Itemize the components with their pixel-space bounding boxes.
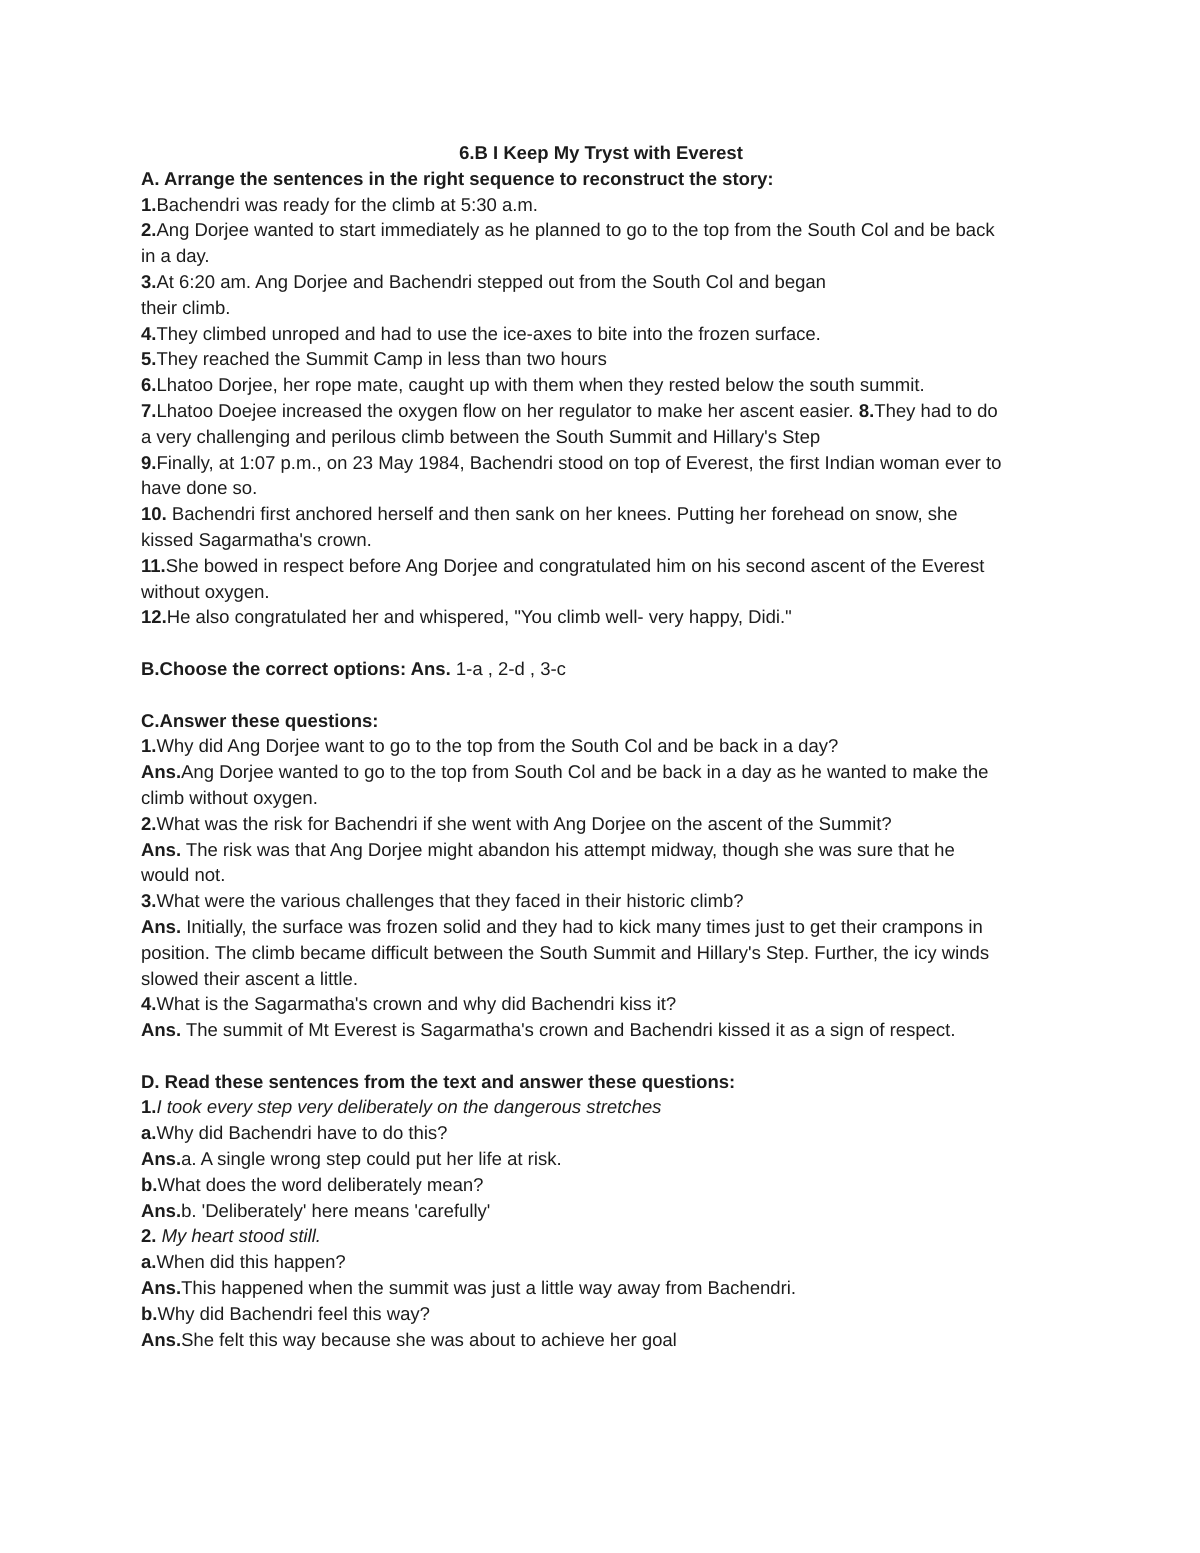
- item-text: a. A single wrong step could put her life at risk.: [181, 1148, 562, 1170]
- item-number: 2.: [141, 812, 157, 834]
- item-number: Ans.: [141, 1199, 182, 1221]
- item-text: What does the word deliberately mean?: [157, 1173, 484, 1195]
- item-number: Ans.: [141, 915, 182, 937]
- item-number: 6.: [141, 374, 157, 396]
- qa-line: [141, 862, 1061, 888]
- sequence-line: [141, 269, 1061, 295]
- qa-line: [141, 1146, 1061, 1172]
- item-text: At 6:20 am. Ang Dorjee and Bachendri stepped out from the South Col and began: [156, 270, 826, 292]
- item-number: 3.: [141, 270, 157, 292]
- qa-line: [141, 966, 1061, 992]
- item-text: their climb.: [141, 296, 231, 318]
- section-d-list: [141, 1094, 1061, 1352]
- item-text: The risk was that Ang Dorjee might abandon his attempt midway, though she was sure that he: [181, 838, 955, 860]
- sequence-line: [141, 475, 1061, 501]
- qa-line: [141, 733, 1061, 759]
- item-number: b.: [141, 1173, 158, 1195]
- item-number: 5.: [141, 348, 157, 370]
- qa-line: [141, 940, 1061, 966]
- item-number: 3.: [141, 890, 157, 912]
- section-a-heading: A. Arrange the sentences in the right sequence to reconstruct the story:: [141, 167, 774, 189]
- section-b-heading: B.Choose the correct options: Ans.: [141, 657, 451, 679]
- item-text: The summit of Mt Everest is Sagarmatha's crown and Bachendri kissed it as a sign of respect.: [181, 1019, 956, 1041]
- item-text: b. 'Deliberately' here means 'carefully': [181, 1199, 491, 1221]
- section-d-heading: D. Read these sentences from the text and answer these questions:: [141, 1070, 736, 1092]
- qa-line: [141, 1249, 1061, 1275]
- item-text: Bachendri was ready for the climb at 5:30 a.m.: [156, 193, 538, 215]
- item-text: He also congratulated her and whispered, "You climb well- very happy, Didi.": [166, 606, 792, 628]
- item-number: Ans.: [141, 1148, 182, 1170]
- sequence-line: [141, 501, 1061, 527]
- item-number: 1.: [141, 1096, 157, 1118]
- qa-line: [141, 1120, 1061, 1146]
- section-c-list: [141, 733, 1061, 1043]
- item-text: without oxygen.: [141, 580, 270, 602]
- item-number: 8.: [858, 399, 875, 421]
- item-number: Ans.: [141, 1277, 182, 1299]
- section-c: [141, 708, 1061, 1043]
- item-text: My heart stood still.: [156, 1225, 321, 1247]
- item-number: 2.: [141, 219, 157, 241]
- sequence-line: [141, 527, 1061, 553]
- item-text: When did this happen?: [156, 1251, 346, 1273]
- item-text: What were the various challenges that they faced in their historic climb?: [156, 890, 744, 912]
- section-a: [141, 166, 1061, 630]
- sequence-line: [141, 321, 1061, 347]
- section-b-answer: 1-a , 2-d , 3-c: [450, 657, 566, 679]
- item-number: a.: [141, 1122, 157, 1144]
- qa-line: [141, 991, 1061, 1017]
- item-text: Why did Bachendri have to do this?: [156, 1122, 448, 1144]
- sequence-line: [141, 553, 1061, 579]
- item-text: She felt this way because she was about to achieve her goal: [181, 1328, 677, 1350]
- item-text: position. The climb became difficult between the South Summit and Hillary's Step. Further, the icy winds: [141, 941, 990, 963]
- sequence-line: [141, 346, 1061, 372]
- item-number: Ans.: [141, 1019, 182, 1041]
- item-text: What is the Sagarmatha's crown and why did Bachendri kiss it?: [156, 993, 677, 1015]
- sequence-line: [141, 372, 1061, 398]
- qa-line: [141, 785, 1061, 811]
- qa-line: [141, 1172, 1061, 1198]
- item-number: 2.: [141, 1225, 157, 1247]
- qa-line: [141, 1301, 1061, 1327]
- item-number: Ans.: [141, 1328, 182, 1350]
- sequence-line: [141, 424, 1061, 450]
- item-text: They climbed unroped and had to use the ice-axes to bite into the frozen surface.: [156, 322, 821, 344]
- section-a-list: [141, 192, 1061, 631]
- item-text: They had to do: [874, 399, 998, 421]
- item-text: kissed Sagarmatha's crown.: [141, 528, 372, 550]
- item-text: Ang Dorjee wanted to start immediately as he planned to go to the top from the South Col and be back: [156, 219, 995, 241]
- qa-line: [141, 837, 1061, 863]
- item-text: climb without oxygen.: [141, 786, 318, 808]
- item-text: Ang Dorjee wanted to go to the top from South Col and be back in a day as he wanted to make the: [181, 761, 989, 783]
- item-number: 7.: [141, 399, 157, 421]
- item-number: b.: [141, 1302, 158, 1324]
- sequence-line: [141, 450, 1061, 476]
- item-number: Ans.: [141, 761, 182, 783]
- item-text: Finally, at 1:07 p.m., on 23 May 1984, Bachendri stood on top of Everest, the first Indian woman ever to: [156, 451, 1002, 473]
- item-text: a very challenging and perilous climb between the South Summit and Hillary's Step: [141, 425, 821, 447]
- sequence-line: [141, 579, 1061, 605]
- item-text: She bowed in respect before Ang Dorjee and congratulated him on his second ascent of the Everest: [165, 554, 985, 576]
- section-c-heading: C.Answer these questions:: [141, 709, 379, 731]
- item-text: Why did Bachendri feel this way?: [157, 1302, 430, 1324]
- item-text: They reached the Summit Camp in less than two hours: [156, 348, 607, 370]
- item-text: This happened when the summit was just a little way away from Bachendri.: [181, 1277, 796, 1299]
- item-number: 4.: [141, 322, 157, 344]
- item-number: 12.: [141, 606, 167, 628]
- item-number: 1.: [141, 735, 157, 757]
- qa-line: [141, 759, 1061, 785]
- qa-line: [141, 1198, 1061, 1224]
- sequence-line: [141, 243, 1061, 269]
- qa-line: [141, 1223, 1061, 1249]
- qa-line: [141, 811, 1061, 837]
- item-number: a.: [141, 1251, 157, 1273]
- sequence-line: [141, 217, 1061, 243]
- item-number: 1.: [141, 193, 157, 215]
- qa-line: [141, 1094, 1061, 1120]
- qa-line: [141, 914, 1061, 940]
- item-text: Initially, the surface was frozen solid and they had to kick many times just to get their crampons in: [181, 915, 983, 937]
- section-d: [141, 1069, 1061, 1353]
- sequence-line: [141, 295, 1061, 321]
- item-text: slowed their ascent a little.: [141, 967, 358, 989]
- item-text: I took every step very deliberately on the dangerous stretches: [156, 1096, 662, 1118]
- item-number: 4.: [141, 993, 157, 1015]
- sequence-line: [141, 192, 1061, 218]
- section-b: [141, 656, 1061, 682]
- qa-line: [141, 1017, 1061, 1043]
- item-text: Lhatoo Dorjee, her rope mate, caught up with them when they rested below the south summit.: [156, 374, 925, 396]
- item-text: Bachendri first anchored herself and then sank on her knees. Putting her forehead on snow, she: [166, 503, 958, 525]
- item-text: Why did Ang Dorjee want to go to the top from the South Col and be back in a day?: [156, 735, 839, 757]
- document-title: 6.B I Keep My Tryst with Everest: [459, 142, 743, 163]
- item-text: would not.: [141, 864, 226, 886]
- item-number: Ans.: [141, 838, 182, 860]
- item-text: What was the risk for Bachendri if she went with Ang Dorjee on the ascent of the Summit?: [156, 812, 892, 834]
- sequence-line: [141, 604, 1061, 630]
- item-number: 11.: [141, 554, 166, 576]
- document-page: [141, 140, 1061, 1352]
- item-number: 9.: [141, 451, 157, 473]
- qa-line: [141, 1327, 1061, 1353]
- item-text: have done so.: [141, 477, 258, 499]
- item-number: 10.: [141, 503, 167, 525]
- sequence-line: [141, 398, 1061, 424]
- item-text: in a day.: [141, 245, 210, 267]
- qa-line: [141, 888, 1061, 914]
- qa-line: [141, 1275, 1061, 1301]
- item-text: Lhatoo Doejee increased the oxygen flow on her regulator to make her ascent easier.: [156, 399, 859, 421]
